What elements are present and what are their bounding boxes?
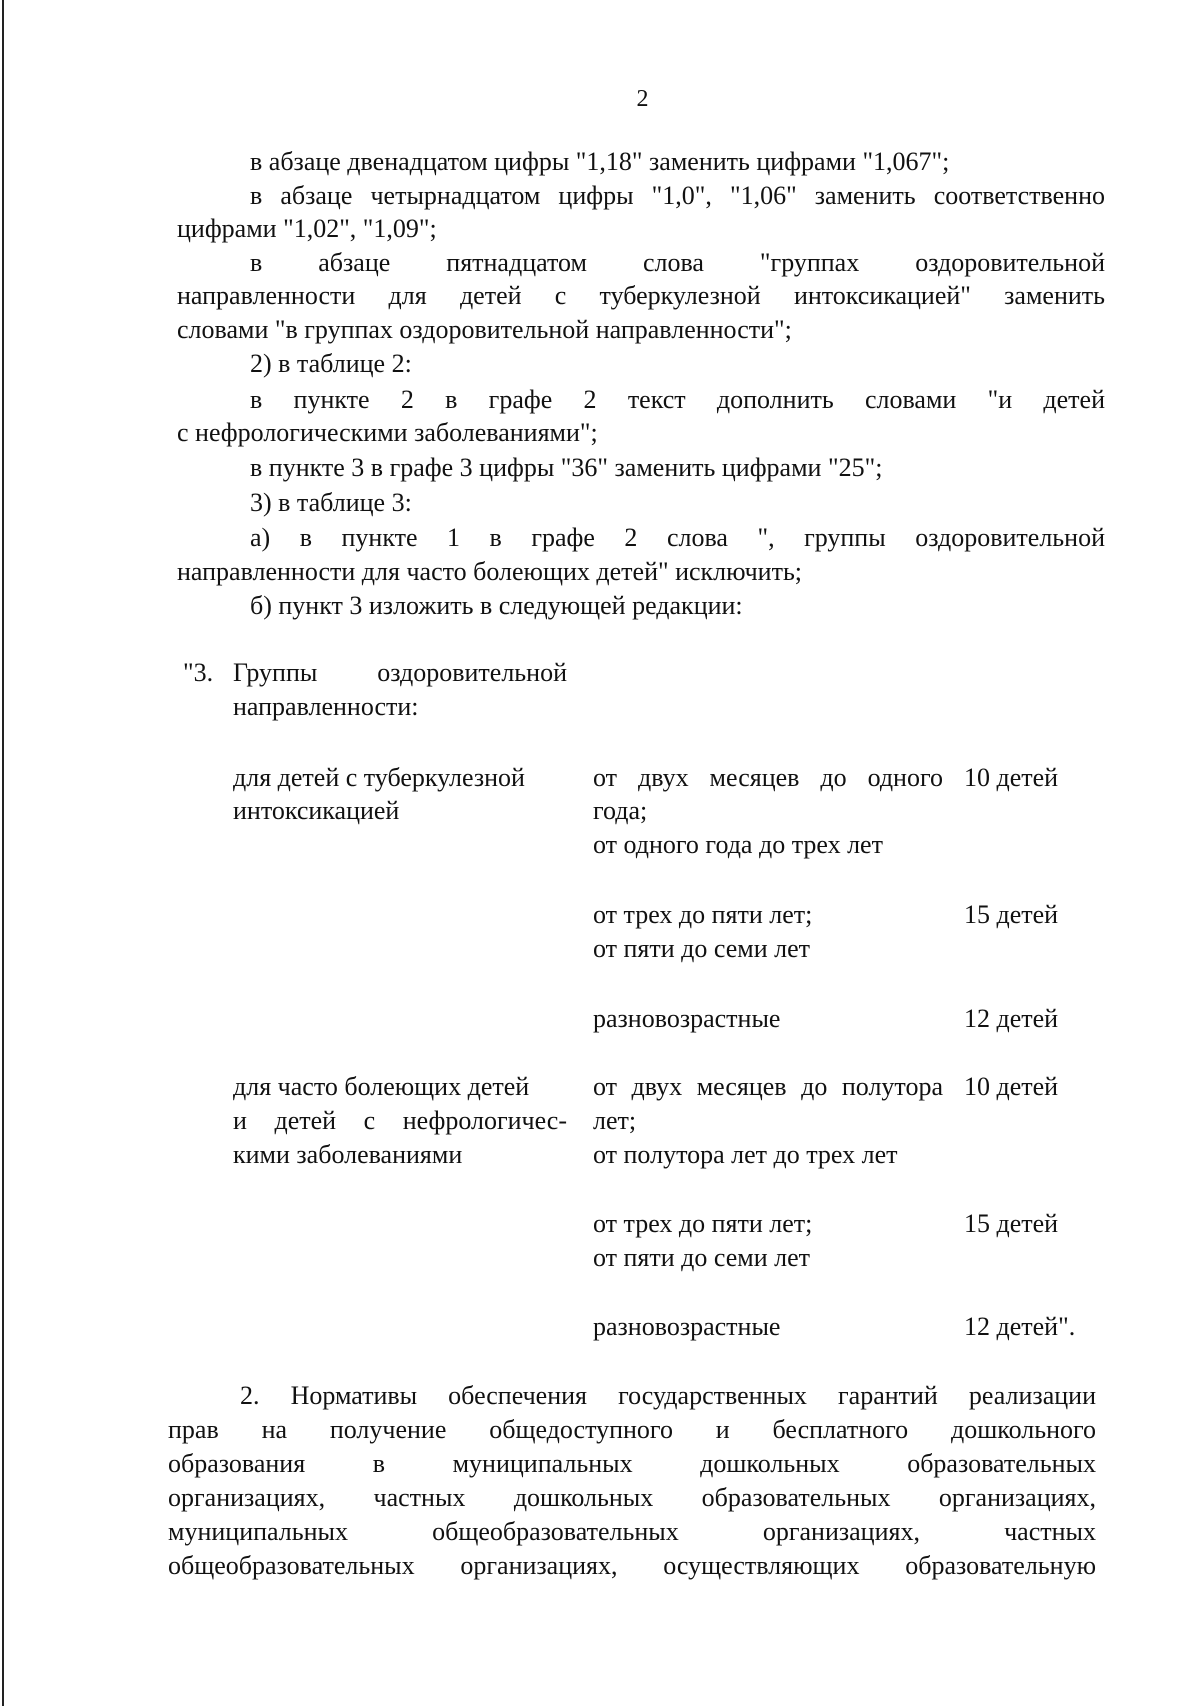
age-range: от двух месяцев до одного	[593, 763, 943, 792]
body-line: в абзаце пятнадцатом слова "группах оздоровительной	[250, 248, 1105, 277]
body-line: 2) в таблице 2:	[250, 349, 412, 378]
section2-line: прав на получение общедоступного и бесплатного дошкольного	[168, 1415, 1096, 1444]
age-range: года;	[593, 796, 648, 825]
group-size: 15 детей	[964, 900, 1059, 929]
body-line: а) в пункте 1 в графе 2 слова ", группы оздоровительной	[250, 523, 1105, 552]
age-range: от пяти до семи лет	[593, 934, 811, 963]
table-item-title: направленности:	[233, 692, 419, 721]
body-line: в абзаце двенадцатом цифры "1,18" заменить цифрами "1,067";	[250, 147, 950, 176]
age-range: разновозрастные	[593, 1312, 781, 1341]
age-range: лет;	[593, 1106, 637, 1135]
age-range: от одного года до трех лет	[593, 830, 883, 859]
body-line: с нефрологическими заболеваниями";	[177, 418, 598, 447]
group-size: 10 детей	[964, 763, 1059, 792]
section2-line: организациях, частных дошкольных образовательных организациях,	[168, 1483, 1096, 1512]
body-line: в пункте 2 в графе 2 текст дополнить словами "и детей	[250, 385, 1105, 414]
age-range: от полутора лет до трех лет	[593, 1140, 898, 1169]
group-label: кими заболеваниями	[233, 1140, 463, 1169]
page-number: 2	[636, 86, 649, 112]
age-range: от трех до пяти лет;	[593, 1209, 813, 1238]
section2-line: общеобразовательных организациях, осуществляющих образовательную	[168, 1551, 1096, 1580]
group-label: и детей с нефрологичес-	[233, 1106, 567, 1135]
body-line: направленности для часто болеющих детей" исключить;	[177, 557, 803, 586]
body-line: б) пункт 3 изложить в следующей редакции:	[250, 591, 743, 620]
group-size: 12 детей".	[964, 1312, 1076, 1341]
section2-line: муниципальных общеобразовательных организациях, частных	[168, 1517, 1096, 1546]
group-size: 10 детей	[964, 1072, 1059, 1101]
body-line: 3) в таблице 3:	[250, 488, 412, 517]
age-range: от двух месяцев до полутора	[593, 1072, 943, 1101]
table-item-title: Группы оздоровительной	[233, 658, 567, 687]
group-label: интоксикацией	[233, 796, 400, 825]
group-size: 12 детей	[964, 1004, 1059, 1033]
age-range: разновозрастные	[593, 1004, 781, 1033]
body-line: в пункте 3 в графе 3 цифры "36" заменить цифрами "25";	[250, 453, 883, 482]
body-line: направленности для детей с туберкулезной интоксикацией" заменить	[177, 281, 1105, 310]
age-range: от пяти до семи лет	[593, 1243, 811, 1272]
body-line: в абзаце четырнадцатом цифры "1,0", "1,06" заменить соответственно	[250, 181, 1105, 210]
group-label: для часто болеющих детей	[233, 1072, 530, 1101]
table-item-number: "3.	[183, 658, 214, 687]
age-range: от трех до пяти лет;	[593, 900, 813, 929]
body-line: цифрами "1,02", "1,09";	[177, 214, 437, 243]
group-size: 15 детей	[964, 1209, 1059, 1238]
page-edge-line	[2, 0, 4, 1706]
section2-line: образования в муниципальных дошкольных образовательных	[168, 1449, 1096, 1478]
group-label: для детей с туберкулезной	[233, 763, 525, 792]
section2-line: 2. Нормативы обеспечения государственных гарантий реализации	[240, 1381, 1096, 1410]
body-line: словами "в группах оздоровительной направленности";	[177, 315, 792, 344]
